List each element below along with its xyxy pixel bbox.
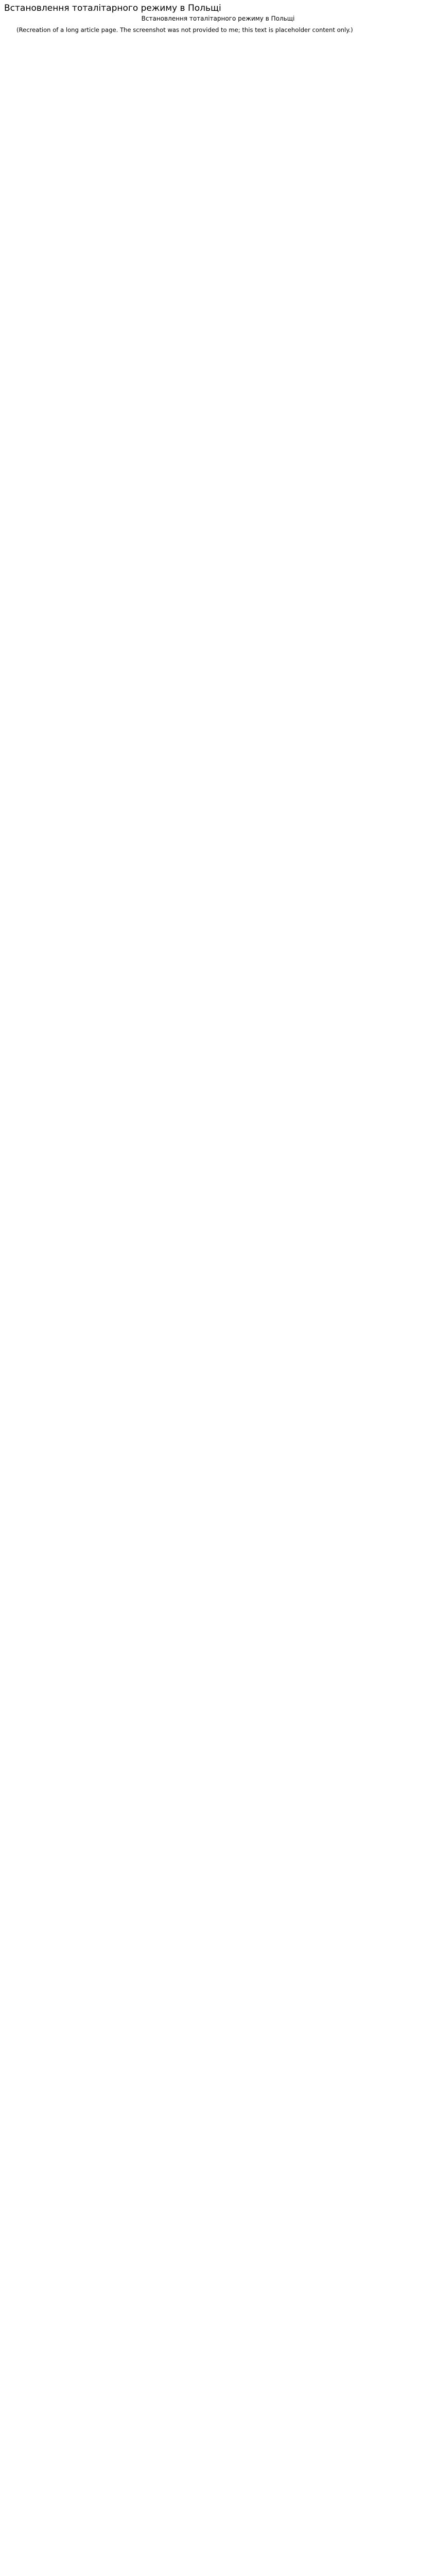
- article-page: [0, 0, 436, 43]
- article-body: [4, 26, 432, 34]
- page-title: Встановлення тоталітарного режиму в Польщі: [4, 3, 221, 13]
- page-subtitle: Встановлення тоталітарного режиму в Польщі: [141, 15, 295, 22]
- article-paragraph: (Recreation of a long article page. The screenshot was not provided to me; this text is placeholder content only.): [16, 26, 353, 33]
